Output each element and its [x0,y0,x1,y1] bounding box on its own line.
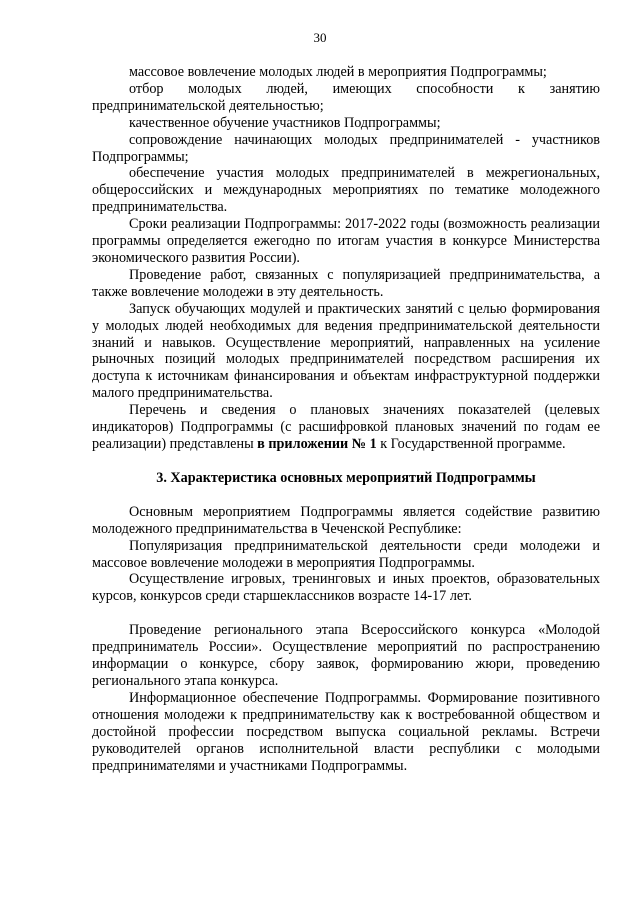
page-body [92,64,600,774]
appendix-reference: в приложении № 1 [257,435,377,452]
paragraph: сопровождение начинающих молодых предпринимателей - участников Подпрограммы; [92,131,600,165]
paragraph: отбор молодых людей, имеющих способности к занятию предпринимательской деятельностью; [92,80,600,114]
paragraph: массовое вовлечение молодых людей в мероприятия Подпрограммы; [129,64,547,80]
paragraph: Проведение регионального этапа Всероссийского конкурса «Молодой предприниматель России». Осуществление мероприятий по распространению информации о конкурсе, сбору заявок, формированию жюри, проведению регионального этапа конкурса. [92,622,600,689]
paragraph: Популяризация предпринимательской деятельности среди молодежи и массовое вовлечение молодежи в мероприятия Подпрограммы. [92,537,600,571]
paragraph: Осуществление игровых, тренинговых и иных проектов, образовательных курсов, конкурсов среди старшеклассников возрасте 14-17 лет. [92,571,600,605]
spacer [92,487,600,504]
paragraph: Информационное обеспечение Подпрограммы. Формирование позитивного отношения молодежи к предпринимательству как к востребованной обществом и достойной профессии посредством выпуска социальной рекламы. Встречи руководителей органов исполнительной власти республики с молодыми предпринимателями и участниками Подпрограммы. [92,689,600,774]
indicators-paragraph [92,402,600,453]
paragraph: Сроки реализации Подпрограммы: 2017-2022 годы (возможность реализации программы определяется ежегодно по итогам участия в конкурсе Министерства экономического развития России). [92,216,600,266]
paragraph: Проведение работ, связанных с популяризацией предпринимательства, а также вовлечение молодежи в эту деятельность. [92,266,600,300]
spacer [92,605,600,622]
paragraph: Основным мероприятием Подпрограммы является содействие развитию молодежного предпринимательства в Чеченской Республике: [92,503,600,537]
indicators-text-after: к Государственной программе. [376,435,566,452]
paragraph: Запуск обучающих модулей и практических занятий с целью формирования у молодых людей необходимых для ведения предпринимательской деятельности знаний и навыков. Осуществление мероприятий, направленных на усиление рыночных позиций молодых предпринимателей посредством расширения их доступа к источникам финансирования и объектам инфраструктурной поддержки малого предпринимательства. [92,300,600,402]
paragraph: качественное обучение участников Подпрограммы; [129,114,441,131]
section-heading: 3. Характеристика основных мероприятий Подпрограммы [156,469,536,486]
indicators-text-before: Перечень и сведения о плановых значениях показателей (целевых индикаторов) Подпрограммы (с расшифровкой плановых значений по годам ее реализации) представлены [92,402,600,452]
page-number: 30 [313,30,327,45]
spacer [92,453,600,470]
paragraph: обеспечение участия молодых предпринимателей в межрегиональных, общероссийских и международных мероприятиях по тематике молодежного предпринимательства. [92,165,600,216]
